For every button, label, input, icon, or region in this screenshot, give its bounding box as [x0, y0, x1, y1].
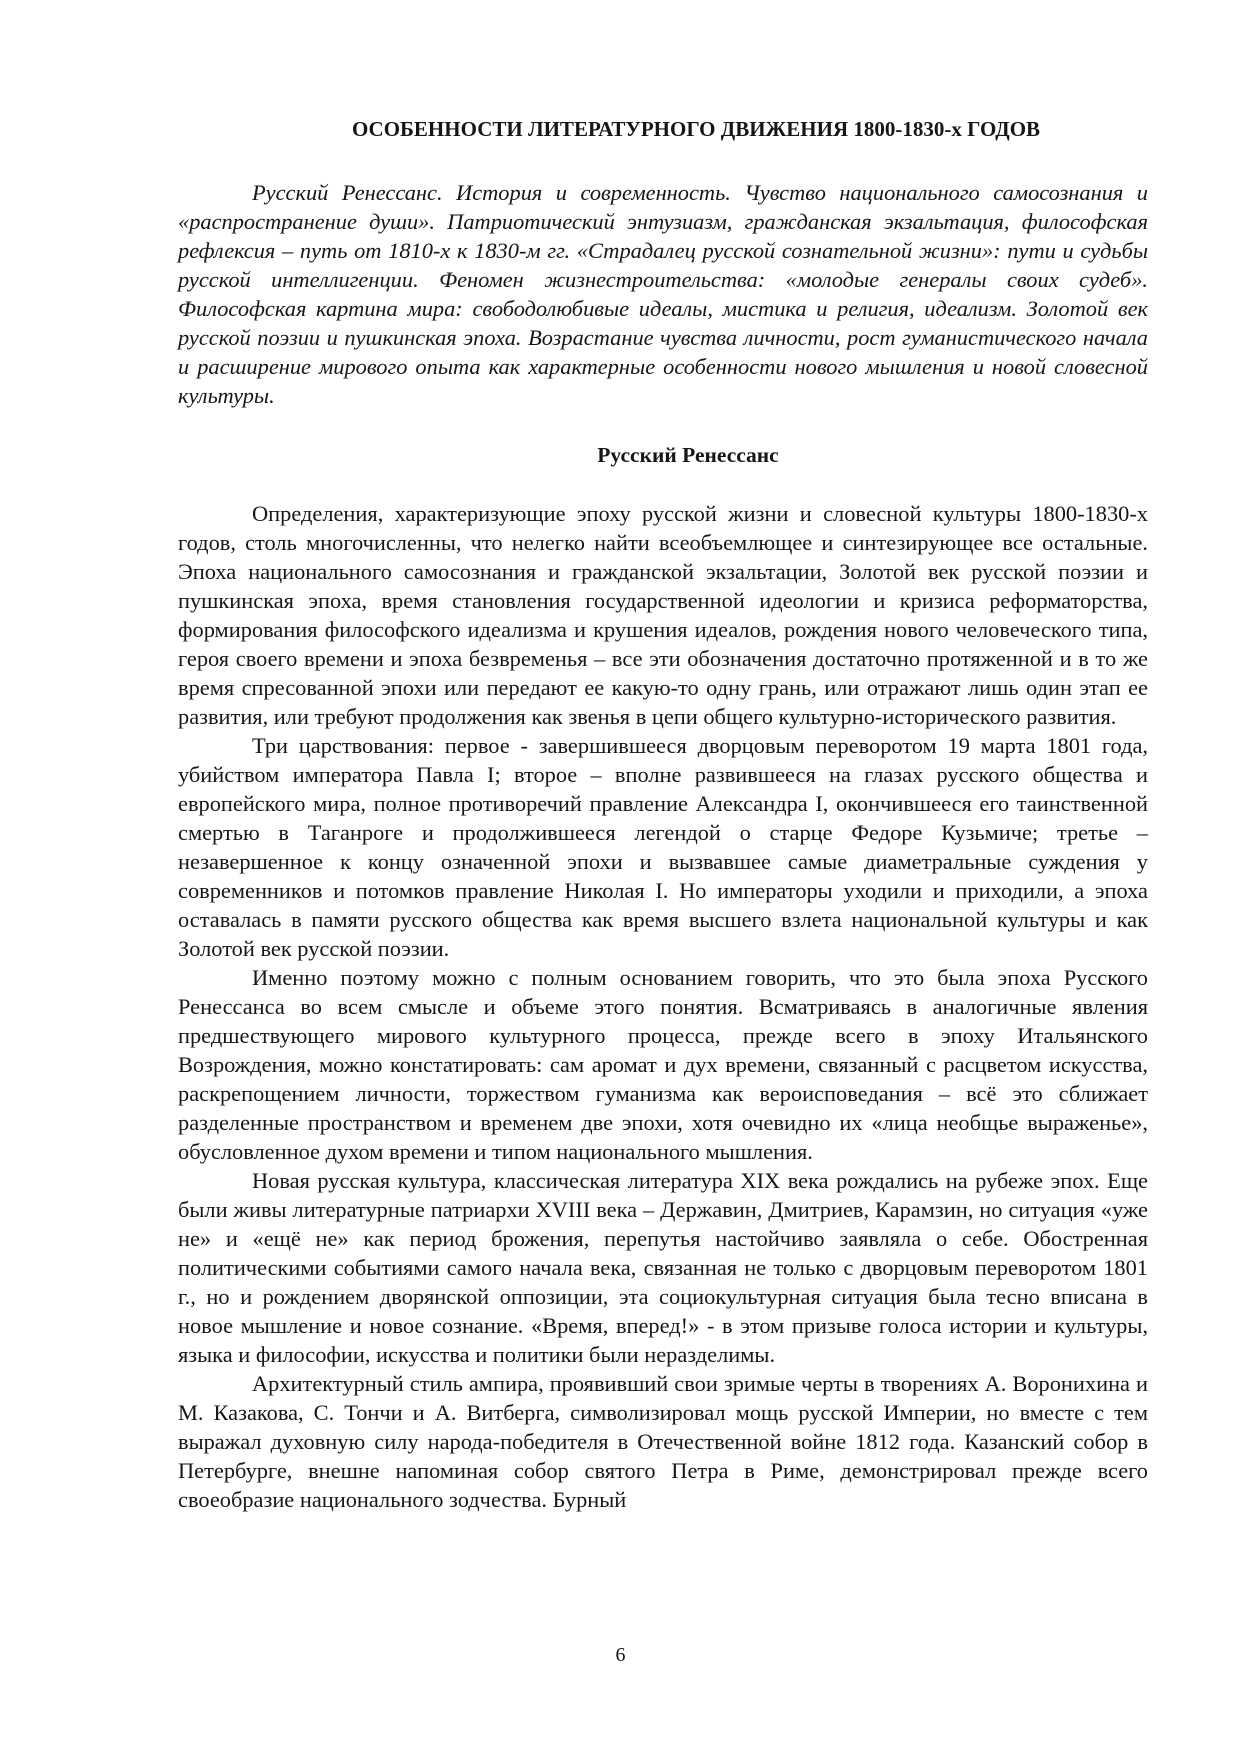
- paragraph: Три царствования: первое - завершившееся дворцовым переворотом 19 марта 1801 года, убийством императора Павла I; второе – вполне развившееся на глазах русского общества и европейского мира, полное противоречий правление Александра I, окончившееся его таинственной смертью в Таганроге и продолжившееся легендой о старце Федоре Кузьмиче; третье – незавершенное к концу означенной эпохи и вызвавшее самые диаметральные суждения у современников и потомков правление Николая I. Но императоры уходили и приходили, а эпоха оставалась в памяти русского общества как время высшего взлета национальной культуры и как Золотой век русской поэзии.: [178, 733, 1148, 961]
- body-text: [178, 499, 1148, 1514]
- paragraph: Именно поэтому можно с полным основанием говорить, что это была эпоха Русского Ренессанса во всем смысле и объеме этого понятия. Всматриваясь в аналогичные явления предшествующего мирового культурного процесса, прежде всего в эпоху Итальянского Возрождения, можно констатировать: сам аромат и дух времени, связанный с расцветом искусства, раскрепощением личности, торжеством гуманизма как вероисповедания – всё это сближает разделенные пространством и временем две эпохи, хотя очевидно их «лица необщье выраженье», обусловленное духом времени и типом национального мышления.: [178, 965, 1148, 1164]
- paragraph: Архитектурный стиль ампира, проявивший свои зримые черты в творениях А. Воронихина и М. Казакова, С. Тончи и А. Витберга, символизировал мощь русской Империи, но вместе с тем выражал духовную силу народа-победителя в Отечественной войне 1812 года. Казанский собор в Петербурге, внешне напоминая собор святого Петра в Риме, демонстрировал прежде всего своеобразие национального зодчества. Бурный: [178, 1371, 1148, 1512]
- section-title: Русский Ренессанс: [597, 443, 779, 467]
- document-title: ОСОБЕННОСТИ ЛИТЕРАТУРНОГО ДВИЖЕНИЯ 1800-1830-х ГОДОВ: [351, 117, 1041, 141]
- paragraph: Новая русская культура, классическая литература XIX века рождались на рубеже эпох. Еще были живы литературные патриархи XVIII века – Державин, Дмитриев, Карамзин, но ситуация «уже не» и «ещё не» как период брожения, перепутья настойчиво заявляла о себе. Обостренная политическими событиями самого начала века, связанная не только с дворцовым переворотом 1801 г., но и рождением дворянской оппозиции, эта социокультурная ситуация была тесно вписана в новое мышление и новое сознание. «Время, вперед!» - в этом призыве голоса истории и культуры, языка и философии, искусства и политики были неразделимы.: [178, 1168, 1148, 1367]
- paragraph: Определения, характеризующие эпоху русской жизни и словесной культуры 1800-1830-х годов, столь многочисленны, что нелегко найти всеобъемлющее и синтезирующее все остальные. Эпоха национального самосознания и гражданской экзальтации, Золотой век русской поэзии и пушкинская эпоха, время становления государственной идеологии и кризиса реформаторства, формирования философского идеализма и крушения идеалов, рождения нового человеческого типа, героя своего времени и эпоха безвременья – все эти обозначения достаточно протяженной и в то же время спресованной эпохи или передают ее какую-то одну грань, или отражают лишь один этап ее развития, или требуют продолжения как звенья в цепи общего культурно-исторического развития.: [178, 501, 1148, 729]
- document-page: [178, 116, 1148, 1514]
- chapter-abstract: Русский Ренессанс. История и современность. Чувство национального самосознания и «распространение души». Патриотический энтузиазм, гражданская экзальтация, философская рефлексия – путь от 1810-х к 1830-м гг. «Страдалец русской сознательной жизни»: пути и судьбы русской интеллигенции. Феномен жизнестроительства: «молодые генералы своих судеб». Философская картина мира: свободолюбивые идеалы, мистика и религия, идеализм. Золотой век русской поэзии и пушкинская эпоха. Возрастание чувства личности, рост гуманистического начала и расширение мирового опыта как характерные особенности нового мышления и новой словесной культуры.: [178, 180, 1148, 408]
- page-number: 6: [615, 1644, 626, 1666]
